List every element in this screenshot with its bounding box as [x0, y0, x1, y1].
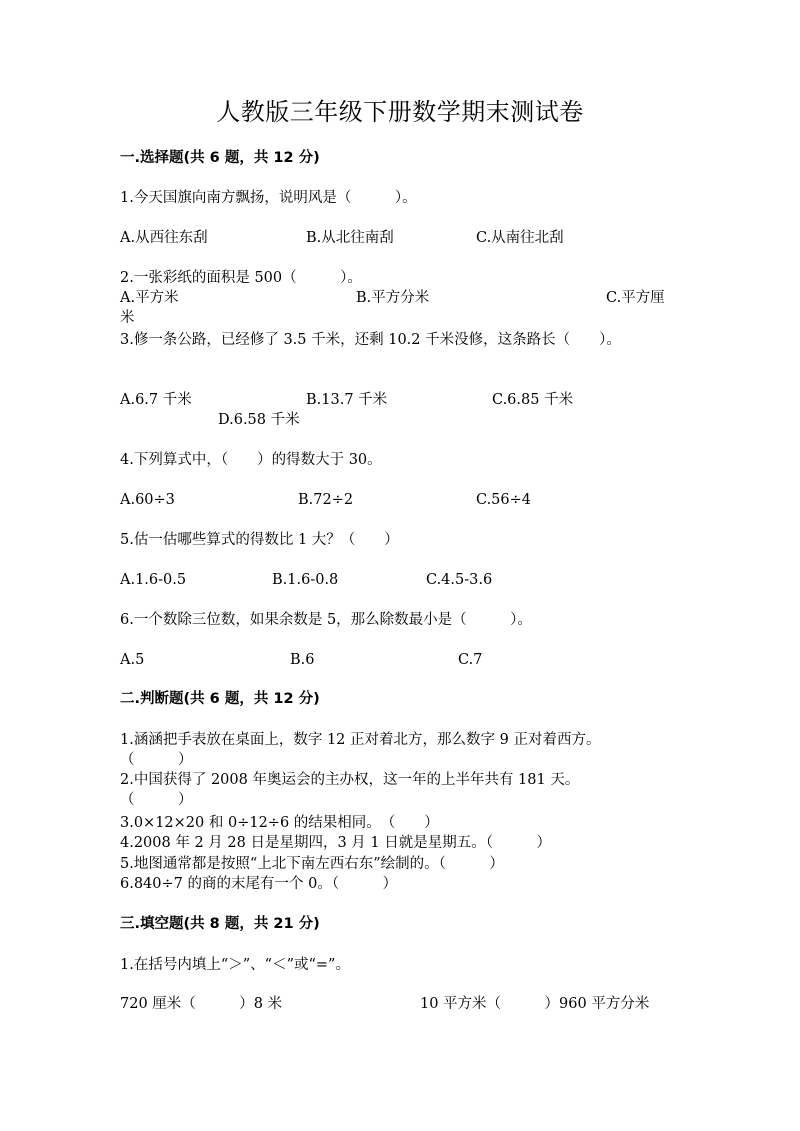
- question-stem: 6.一个数除三位数，如果余数是 5，那么除数最小是（ ）。: [120, 612, 532, 628]
- option-c-wrap: 米: [120, 310, 135, 326]
- question-stem: 1.在括号内填上“＞”、“＜”或“=”。: [120, 957, 350, 973]
- option-a: A.6.7 千米: [120, 392, 192, 408]
- option-c: C.平方厘: [606, 290, 665, 306]
- true-false-item: 3.0×12×20 和 0÷12÷6 的结果相同。 （ ）: [120, 815, 439, 831]
- question-stem: 1.今天国旗向南方飘扬，说明风是（ ）。: [120, 190, 417, 206]
- option-b: B.1.6-0.8: [272, 572, 339, 588]
- option-c: C.4.5-3.6: [426, 572, 493, 588]
- option-b: B.6: [290, 652, 315, 668]
- answer-blank: （ ）: [120, 752, 193, 768]
- section-heading-true-false: 二.判断题(共 6 题，共 12 分): [120, 691, 320, 707]
- true-false-item: 1.涵涵把手表放在桌面上，数字 12 正对着北方，那么数字 9 正对着西方。: [120, 732, 601, 748]
- option-a: A.平方米: [120, 290, 179, 306]
- true-false-item: 5.地图通常都是按照“上北下南左西右东”绘制的。（ ）: [120, 856, 504, 872]
- true-false-item: 2.中国获得了 2008 年奥运会的主办权，这一年的上半年共有 181 天。: [120, 772, 580, 788]
- option-b: B.平方分米: [356, 290, 430, 306]
- fill-blank: 10 平方米（ ）960 平方分米: [420, 996, 650, 1012]
- option-c: C.从南往北刮: [476, 230, 564, 246]
- section-heading-multiple-choice: 一.选择题(共 6 题，共 12 分): [120, 150, 320, 166]
- option-a: A.5: [120, 652, 145, 668]
- option-b: B.从北往南刮: [306, 230, 394, 246]
- true-false-item: 4.2008 年 2 月 28 日是星期四，3 月 1 日就是星期五。（ ）: [120, 835, 551, 851]
- answer-blank: （ ）: [120, 792, 193, 808]
- page-title: 人教版三年级下册数学期末测试卷: [216, 98, 584, 126]
- true-false-item: 6.840÷7 的商的末尾有一个 0。（ ）: [120, 876, 398, 892]
- option-c: C.6.85 千米: [492, 392, 574, 408]
- option-a: A.从西往东刮: [120, 230, 208, 246]
- question-stem: 5.估一估哪些算式的得数比 1 大？（ ）: [120, 532, 399, 548]
- option-c: C.56÷4: [476, 492, 532, 508]
- section-heading-fill-in: 三.填空题(共 8 题，共 21 分): [120, 916, 320, 932]
- fill-blank: 720 厘米（ ）8 米: [120, 996, 283, 1012]
- option-d: D.6.58 千米: [218, 412, 300, 428]
- option-b: B.72÷2: [298, 492, 354, 508]
- question-stem: 3.修一条公路，已经修了 3.5 千米，还剩 10.2 千米没修，这条路长（ ）。: [120, 332, 621, 348]
- option-a: A.60÷3: [120, 492, 175, 508]
- option-b: B.13.7 千米: [306, 392, 388, 408]
- question-stem: 4.下列算式中，（ ）的得数大于 30。: [120, 452, 382, 468]
- option-a: A.1.6-0.5: [120, 572, 187, 588]
- option-c: C.7: [458, 652, 483, 668]
- question-stem: 2.一张彩纸的面积是 500（ ）。: [120, 270, 362, 286]
